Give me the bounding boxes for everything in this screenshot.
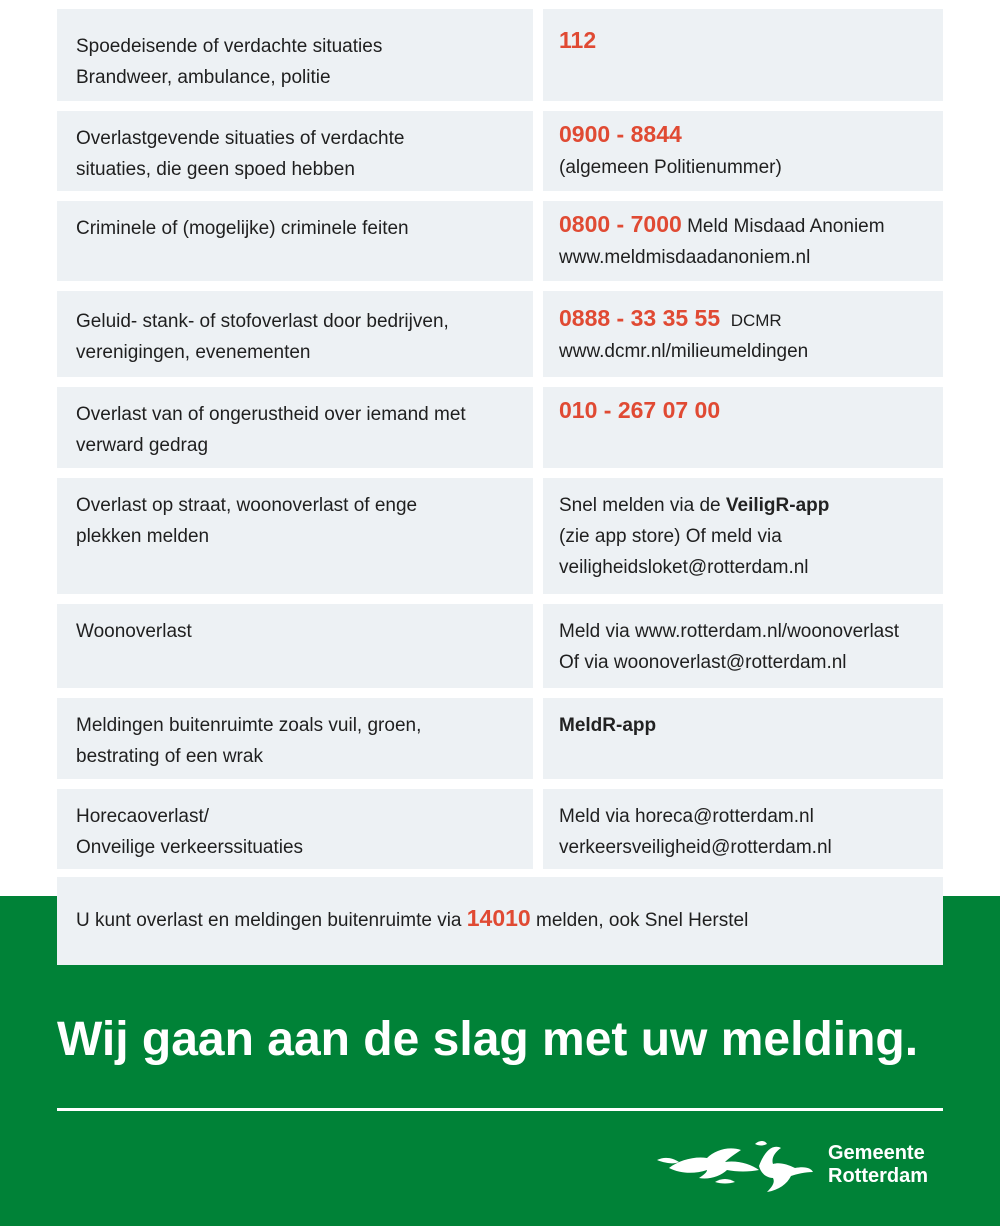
- general-text: U kunt overlast en meldingen buitenruimte via: [76, 910, 462, 931]
- contact-text: Snel melden via de: [559, 495, 721, 516]
- phone-number[interactable]: 0900 - 8844: [559, 121, 682, 147]
- table-row: [57, 111, 943, 191]
- website-link[interactable]: www.dcmr.nl/milieumeldingen: [559, 341, 809, 362]
- table-row: [57, 478, 943, 594]
- table-row: [57, 789, 943, 869]
- phone-number[interactable]: 14010: [466, 905, 531, 931]
- contact-cell: [543, 478, 943, 594]
- situation-line: bestrating of een wrak: [76, 746, 263, 767]
- contact-label: DCMR: [730, 311, 782, 330]
- situation-line: plekken melden: [76, 526, 210, 547]
- phone-number[interactable]: 112: [559, 27, 597, 53]
- contact-cell: [543, 201, 943, 281]
- table-row: [57, 9, 943, 101]
- situation-cell: [57, 478, 533, 594]
- contact-cell: [543, 698, 943, 779]
- contact-note: (algemeen Politienummer): [559, 157, 782, 178]
- contact-table: [57, 9, 943, 879]
- situation-line: Criminele of (mogelijke) criminele feiten: [76, 218, 409, 239]
- situation-cell: [57, 387, 533, 468]
- contact-cell: [543, 387, 943, 468]
- table-row: [57, 291, 943, 377]
- situation-cell: [57, 291, 533, 377]
- table-row: [57, 698, 943, 779]
- situation-line: Onveilige verkeerssituaties: [76, 837, 304, 858]
- situation-line: verenigingen, evenementen: [76, 342, 311, 363]
- situation-cell: [57, 111, 533, 191]
- logo-line: Gemeente: [828, 1142, 925, 1164]
- rotterdam-lion-logo-icon: [655, 1138, 815, 1198]
- situation-cell: [57, 789, 533, 869]
- website-link[interactable]: Meld via www.rotterdam.nl/woonoverlast: [559, 621, 900, 642]
- situation-line: Overlast van of ongerustheid over iemand met: [76, 404, 466, 425]
- situation-line: Geluid- stank- of stofoverlast door bedrijven,: [76, 311, 449, 332]
- divider: [57, 1108, 943, 1111]
- situation-cell: [57, 9, 533, 101]
- phone-number[interactable]: 0800 - 7000: [559, 211, 682, 237]
- situation-line: Woonoverlast: [76, 621, 192, 642]
- logo-line: Rotterdam: [828, 1165, 929, 1187]
- situation-line: verward gedrag: [76, 435, 209, 456]
- email-link[interactable]: Of via woonoverlast@rotterdam.nl: [559, 652, 847, 673]
- situation-cell: [57, 201, 533, 281]
- situation-line: Spoedeisende of verdachte situaties: [76, 36, 383, 57]
- email-link[interactable]: Meld via horeca@rotterdam.nl: [559, 806, 814, 827]
- situation-line: Meldingen buitenruimte zoals vuil, groen,: [76, 715, 422, 736]
- contact-text: (zie app store) Of meld via: [559, 526, 782, 547]
- situation-cell: [57, 604, 533, 688]
- situation-cell: [57, 698, 533, 779]
- contact-cell: [543, 9, 943, 101]
- table-row: [57, 604, 943, 688]
- table-row: [57, 387, 943, 468]
- general-number-row: [57, 877, 943, 965]
- situation-line: Horecaoverlast/: [76, 806, 210, 827]
- contact-cell: [543, 291, 943, 377]
- phone-number[interactable]: 0888 - 33 35 55: [559, 305, 721, 331]
- situation-line: situaties, die geen spoed hebben: [76, 159, 355, 180]
- phone-number[interactable]: 010 - 267 07 00: [559, 397, 721, 423]
- situation-line: Overlastgevende situaties of verdachte: [76, 128, 405, 149]
- email-link[interactable]: verkeersveiligheid@rotterdam.nl: [559, 837, 832, 858]
- situation-line: Overlast op straat, woonoverlast of enge: [76, 495, 418, 516]
- contact-cell: [543, 789, 943, 869]
- meldr-app-name: MeldR-app: [559, 715, 657, 736]
- table-row: [57, 201, 943, 281]
- contact-cell: [543, 111, 943, 191]
- slogan: Wij gaan aan de slag met uw melding.: [57, 1013, 919, 1066]
- email-link[interactable]: veiligheidsloket@rotterdam.nl: [559, 557, 809, 578]
- situation-line: Brandweer, ambulance, politie: [76, 67, 331, 88]
- contact-cell: [543, 604, 943, 688]
- general-text: melden, ook Snel Herstel: [536, 910, 749, 931]
- logo-text: [828, 1142, 928, 1188]
- contact-label: Meld Misdaad Anoniem: [687, 216, 885, 237]
- veiligr-app-name: VeiligR-app: [725, 495, 830, 516]
- website-link[interactable]: www.meldmisdaadanoniem.nl: [559, 247, 811, 268]
